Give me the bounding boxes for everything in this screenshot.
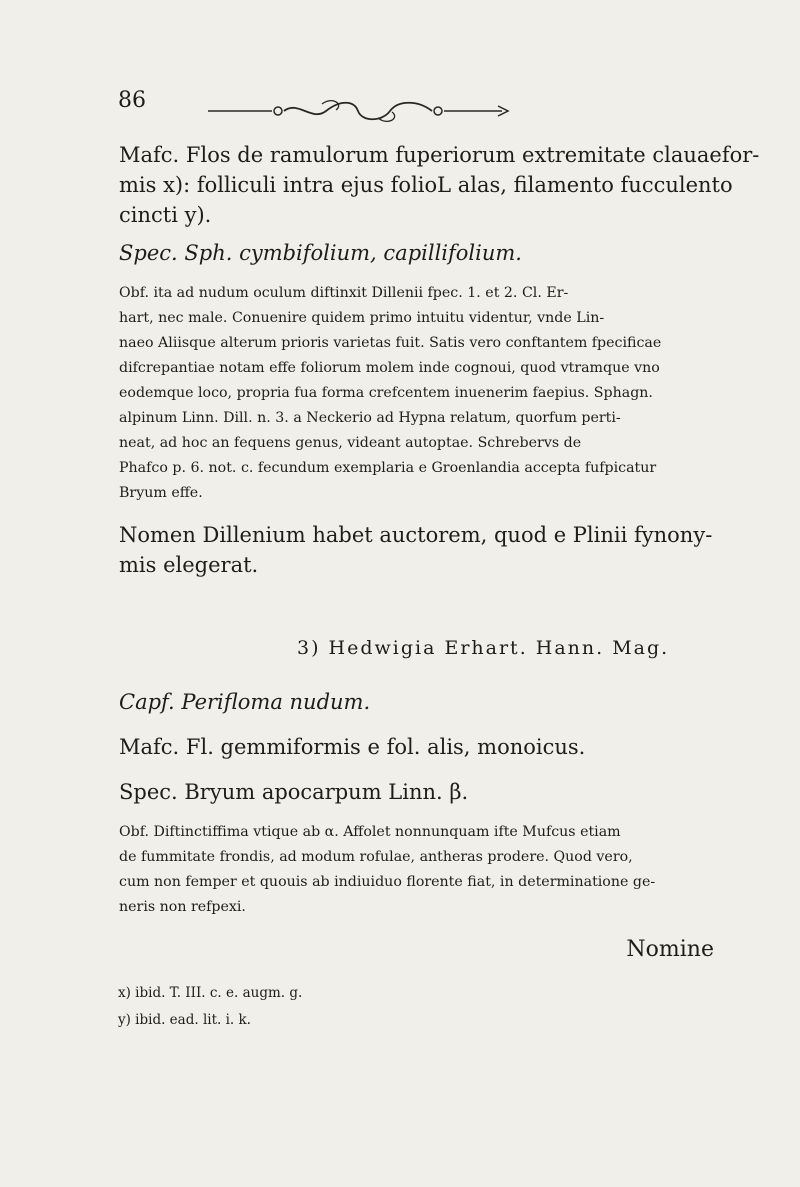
obs2-line-2: de fummitate frondis, ad modum rofulae, antheras prodere. Quod vero, — [119, 849, 633, 865]
masculine-flower-line: Mafc. Fl. gemmiformis e fol. alis, monoicus. — [119, 735, 586, 759]
observation-block-1 — [119, 281, 715, 506]
obs2-line-1: Obf. Diftinctiffima vtique ab α. Affolet nonnunquam ifte Mufcus etiam — [119, 824, 621, 840]
obs2-line-4: neris non refpexi. — [119, 899, 246, 915]
species-line-1: Spec. Sph. cymbifolium, capillifolium. — [119, 241, 522, 265]
capsule-line: Capf. Perifloma nudum. — [119, 690, 371, 714]
obs1-line-9: Bryum effe. — [119, 485, 203, 501]
entry-line-1: Mafc. Flos de ramulorum fuperiorum extremitate clauaefor- — [119, 143, 760, 167]
obs1-line-6: alpinum Linn. Dill. n. 3. a Neckerio ad Hypna relatum, quorfum perti- — [119, 410, 621, 426]
obs1-line-3: naeo Aliisque alterum prioris varietas fuit. Satis vero conftantem fpecificae — [119, 335, 662, 351]
species-line-2: Spec. Bryum apocarpum Linn. β. — [119, 780, 469, 804]
footnote-x: x) ibid. T. III. c. e. augm. g. — [118, 985, 303, 1001]
page-number: 86 — [118, 88, 146, 113]
obs1-line-4: difcrepantiae notam effe foliorum molem inde cognoui, quod vtramque vno — [119, 360, 660, 376]
nomen-line-2: mis elegerat. — [119, 553, 259, 577]
nomen-paragraph — [119, 520, 715, 580]
entry-line-2: mis x): folliculi intra ejus folioL alas, filamento fucculento — [119, 173, 733, 197]
entry-line-3: cincti y). — [119, 203, 212, 227]
obs1-line-2: hart, nec male. Conuenire quidem primo intuitu videntur, vnde Lin- — [119, 310, 605, 326]
obs1-line-7: neat, ad hoc an fequens genus, videant autoptae. Schrebervs de — [119, 435, 582, 451]
footnote-y: y) ibid. ead. lit. i. k. — [118, 1012, 251, 1028]
obs2-line-3: cum non femper et quouis ab indiuiduo florente fiat, in determinatione ge- — [119, 874, 656, 890]
obs1-line-8: Phafco p. 6. not. c. fecundum exemplaria e Groenlandia accepta fufpicatur — [119, 460, 657, 476]
obs1-line-5: eodemque loco, propria fua forma crefcentem inuenerim faepius. Sphagn. — [119, 385, 653, 401]
observation-block-2 — [119, 820, 715, 920]
entry-mafc — [119, 140, 760, 230]
nomen-line-1: Nomen Dillenium habet auctorem, quod e Plinii fynony- — [119, 523, 713, 547]
catchword: Nomine — [626, 937, 714, 962]
fleuron-ornament-icon — [202, 98, 514, 124]
obs1-line-1: Obf. ita ad nudum oculum diftinxit Dillenii fpec. 1. et 2. Cl. Er- — [119, 285, 569, 301]
genus-heading: 3) Hedwigia Erhart. Hann. Mag. — [297, 637, 670, 659]
